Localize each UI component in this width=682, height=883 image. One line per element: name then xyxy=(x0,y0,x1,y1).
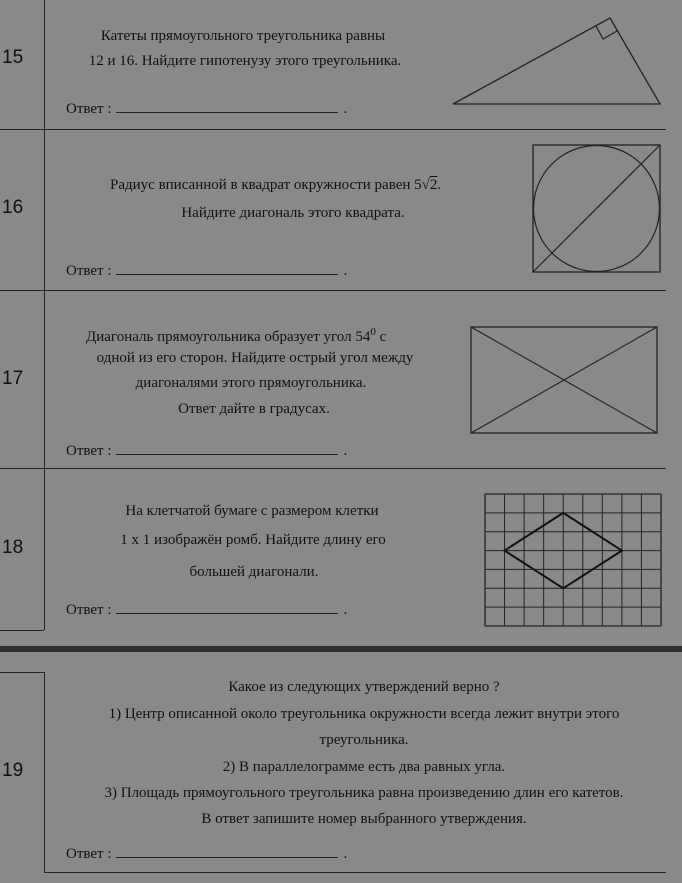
task-17-line-4: Ответ дайте в градусах. xyxy=(178,401,330,417)
task-16-answer-blank[interactable] xyxy=(116,262,338,275)
task-17-answer-blank[interactable] xyxy=(116,442,338,455)
task-15-answer-blank[interactable] xyxy=(116,100,338,113)
task-18-vertical-border xyxy=(44,468,45,630)
task-16-vertical-border xyxy=(44,129,45,290)
task-19-top-border xyxy=(0,672,44,673)
task-19-number: 19 xyxy=(2,760,24,781)
task-17-line-1: Диагональ прямоугольника образует угол $54^0$ с xyxy=(86,326,387,345)
task-18-rhombus-grid-figure xyxy=(484,493,662,627)
task-15-line-2: 12 и 16. Найдите гипотенузу этого треугольника. xyxy=(88,53,402,69)
task-18-answer-blank[interactable] xyxy=(116,601,338,614)
task-18-line-2: 1 x 1 изображён ромб. Найдите длину его xyxy=(120,532,386,548)
task-15-number: 15 xyxy=(2,47,24,68)
task-16-number: 16 xyxy=(2,197,24,218)
task-17-vertical-border xyxy=(44,290,45,468)
task-19-line-4: 2) В параллелограмме есть два равных угла. xyxy=(222,759,506,775)
task-19-line-6: В ответ запишите номер выбранного утверждения. xyxy=(201,811,527,827)
answer-label: Ответ : xyxy=(66,846,112,862)
task-15-answer[interactable]: Ответ : . xyxy=(66,101,348,117)
task-18-bottom-border xyxy=(0,630,44,631)
task-17-rectangle-diagonals-figure xyxy=(470,326,660,436)
task-19-answer[interactable]: Ответ : . xyxy=(66,846,348,862)
task-18-answer[interactable]: Ответ : . xyxy=(66,602,348,618)
sqrt-symbol: √ xyxy=(421,177,430,193)
task-19-line-3: треугольника. xyxy=(319,732,409,748)
answer-label: Ответ : xyxy=(66,101,112,117)
task-18-number: 18 xyxy=(2,537,24,558)
task-17-answer[interactable]: Ответ : . xyxy=(66,443,348,459)
answer-label: Ответ : xyxy=(66,443,112,459)
task-17-line-3: диагоналями этого прямоугольника. xyxy=(135,375,367,391)
task-19-line-2: 1) Центр описанной около треугольника окружности всегда лежит внутри этого xyxy=(108,706,620,722)
task-19-answer-blank[interactable] xyxy=(116,845,338,858)
task-18-line-1: На клетчатой бумаге с размером клетки xyxy=(125,503,379,519)
task-16-line-2: Найдите диагональ этого квадрата. xyxy=(181,205,405,221)
task-19-vertical-border xyxy=(44,672,45,872)
answer-label: Ответ : xyxy=(66,602,112,618)
task-19-bottom-border xyxy=(44,872,666,873)
task-15-bottom-border xyxy=(0,129,666,130)
task-17-line-2: одной из его сторон. Найдите острый угол между xyxy=(96,350,414,366)
task-18-line-3: большей диагонали. xyxy=(189,564,319,580)
task-17-number: 17 xyxy=(2,368,24,389)
task-16-square-circle-figure xyxy=(532,144,662,274)
task-15-right-triangle-figure xyxy=(448,10,668,110)
task-16-answer[interactable]: Ответ : . xyxy=(66,263,348,279)
task-16-line-1: Радиус вписанной в квадрат окружности равен 5√2. xyxy=(110,177,442,193)
answer-label: Ответ : xyxy=(66,263,112,279)
section-separator xyxy=(0,646,682,652)
task-15-line-1: Катеты прямоугольного треугольника равны xyxy=(100,28,386,44)
task-16-bottom-border xyxy=(0,290,666,291)
radicand: 2 xyxy=(429,177,438,193)
task-19-line-1: Какое из следующих утверждений верно ? xyxy=(228,679,500,695)
degree-superscript: 0 xyxy=(370,326,376,338)
task-15-vertical-border xyxy=(44,0,45,129)
task-19-line-5: 3) Площадь прямоугольного треугольника равна произведению длин его катетов. xyxy=(104,785,624,801)
task-17-bottom-border xyxy=(0,468,666,469)
